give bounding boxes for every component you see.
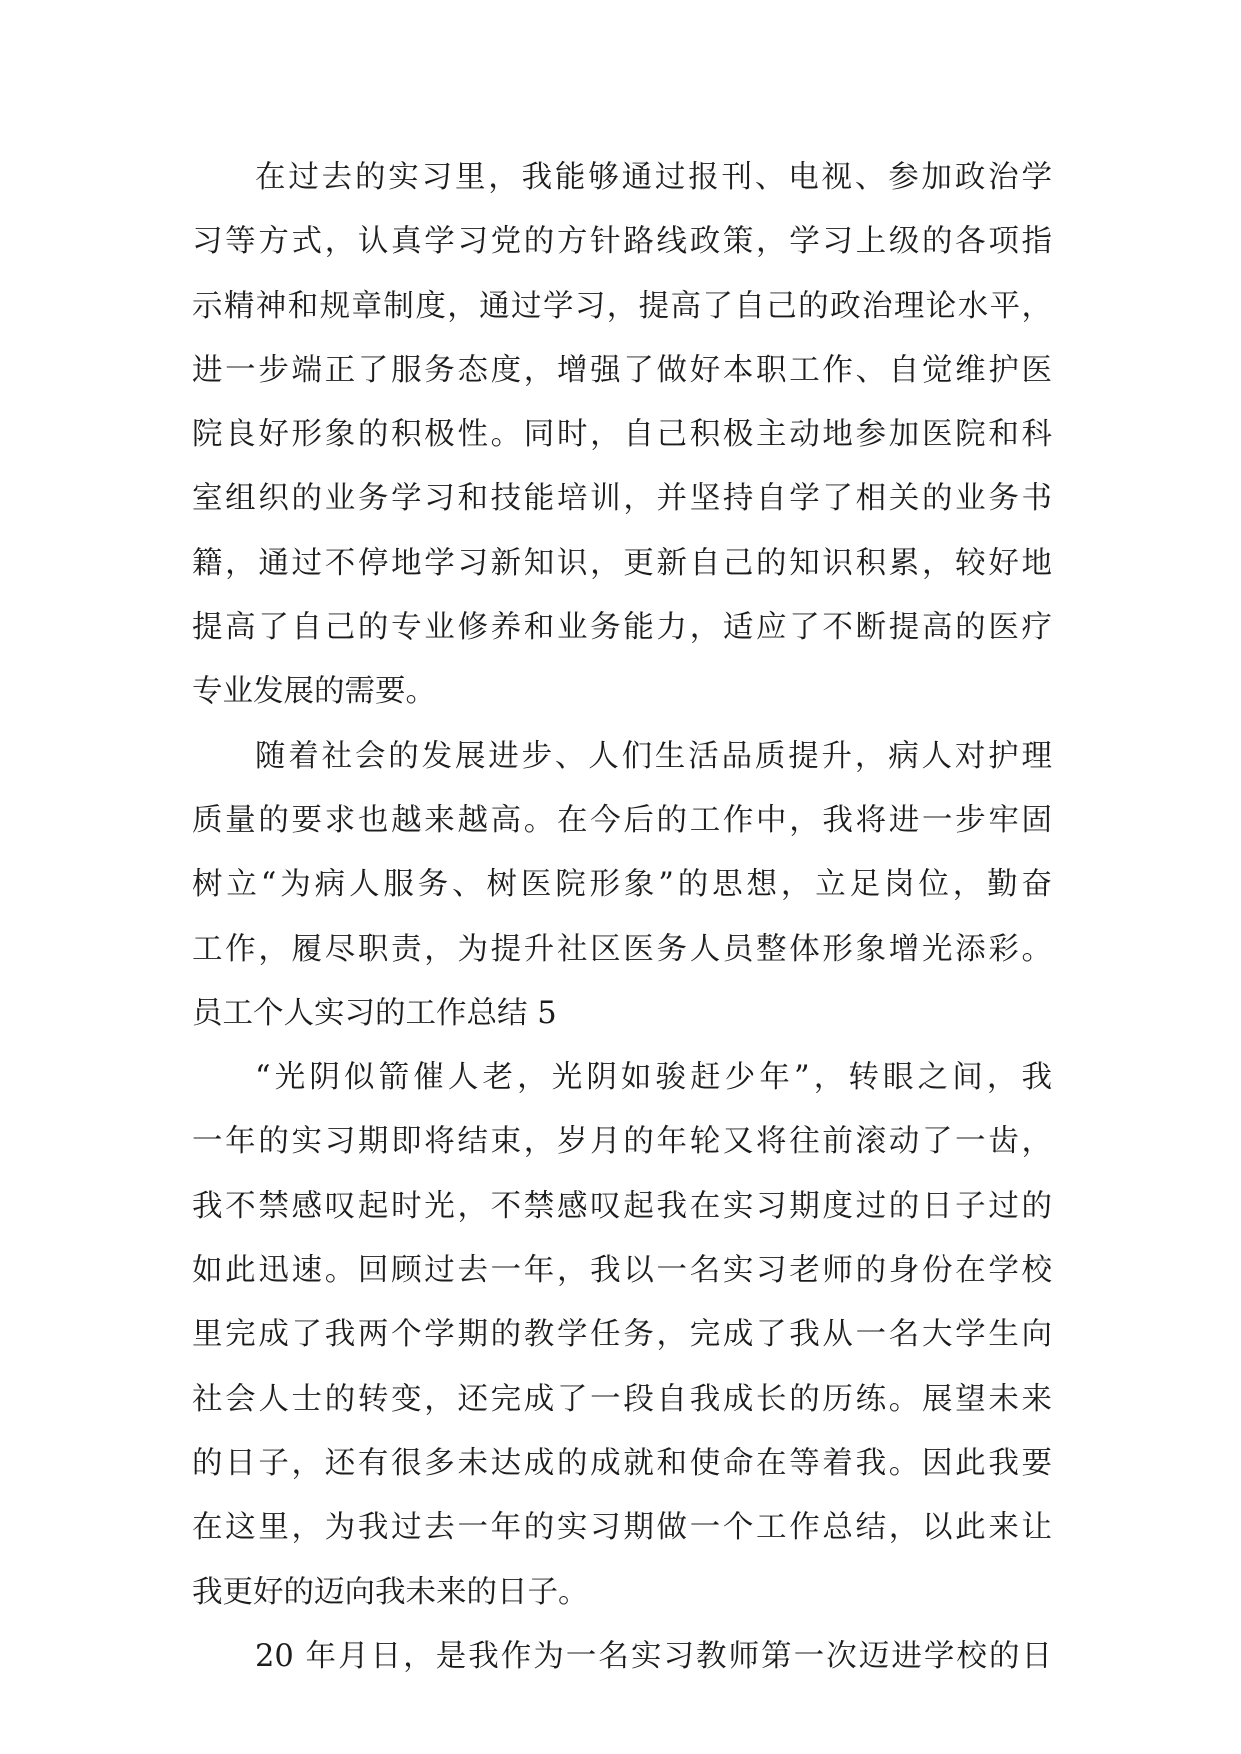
paragraph-line: 籍，通过不停地学习新知识，更新自己的知识积累，较好地 [192,545,1052,581]
paragraph-line: 进一步端正了服务态度，增强了做好本职工作、自觉维护医 [192,352,1052,388]
paragraph-line: 室组织的业务学习和技能培训，并坚持自学了相关的业务书 [192,481,1052,517]
paragraph-line: 树立“为病人服务、树医院形象”的思想，立足岗位，勤奋 [192,867,1052,903]
paragraph-line: 我更好的迈向我未来的日子。 [192,1574,589,1610]
paragraph-line: 质量的要求也越来越高。在今后的工作中，我将进一步牢固 [192,802,1052,838]
paragraph-line: 工作，履尽职责，为提升社区医务人员整体形象增光添彩。 [192,931,1052,967]
section-heading: 员工个人实习的工作总结 5 [192,995,557,1031]
paragraph-line: 里完成了我两个学期的教学任务，完成了我从一名大学生向 [192,1317,1052,1353]
paragraph-line: 示精神和规章制度，通过学习，提高了自己的政治理论水平， [192,288,1052,324]
paragraph-line: 随着社会的发展进步、人们生活品质提升，病人对护理 [255,738,1052,774]
paragraph-line: 在这里，为我过去一年的实习期做一个工作总结，以此来让 [192,1510,1052,1546]
paragraph-line: 在过去的实习里，我能够通过报刊、电视、参加政治学 [255,160,1052,195]
paragraph-line: 社会人士的转变，还完成了一段自我成长的历练。展望未来 [192,1381,1052,1417]
paragraph-line: 20 年月日，是我作为一名实习教师第一次迈进学校的日 [255,1638,1052,1674]
paragraph-line: 院良好形象的积极性。同时，自己积极主动地参加医院和科 [192,417,1052,453]
paragraph-line: 专业发展的需要。 [192,674,436,710]
paragraph-line: 一年的实习期即将结束，岁月的年轮又将往前滚动了一齿， [192,1124,1052,1160]
paragraph-line: 我不禁感叹起时光，不禁感叹起我在实习期度过的日子过的 [192,1188,1052,1224]
paragraph-line: 提高了自己的专业修养和业务能力，适应了不断提高的医疗 [192,610,1052,646]
paragraph-line: 如此迅速。回顾过去一年，我以一名实习老师的身份在学校 [192,1253,1052,1289]
paragraph-line: 的日子，还有很多未达成的成就和使命在等着我。因此我要 [192,1445,1052,1481]
document-body [192,158,1052,1701]
paragraph-line: 习等方式，认真学习党的方针路线政策，学习上级的各项指 [192,224,1052,260]
paragraph-line: “光阴似箭催人老，光阴如骏赶少年”，转眼之间，我 [255,1060,1052,1096]
